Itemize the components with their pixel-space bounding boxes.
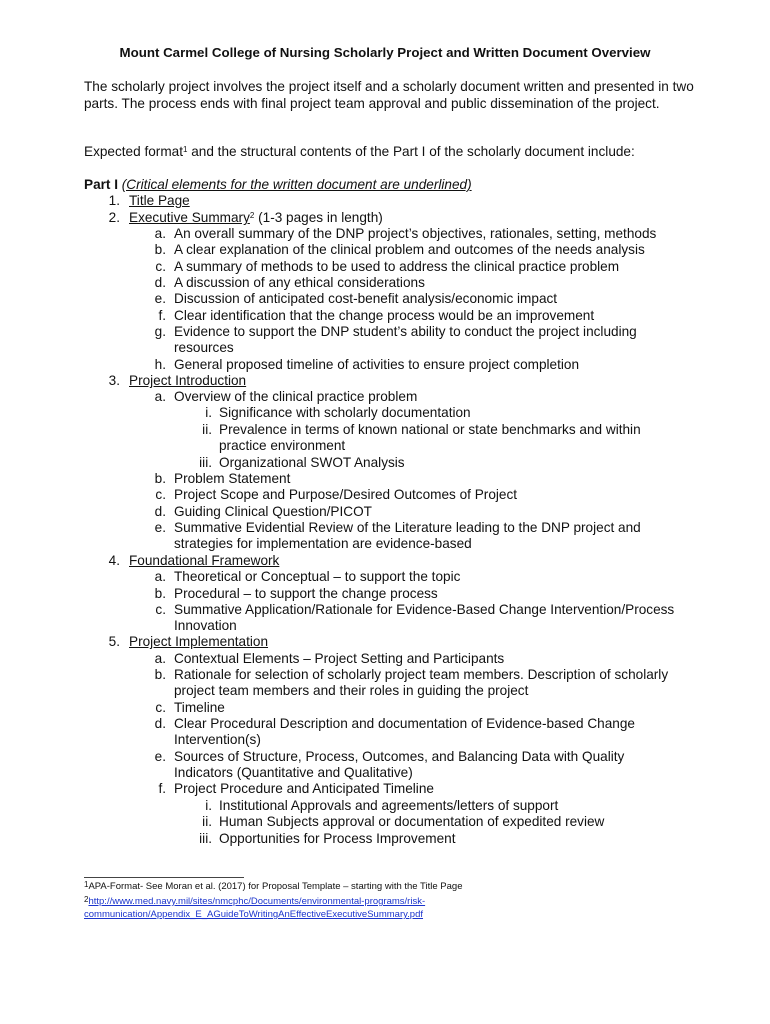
section-number: 4.: [108, 553, 120, 568]
section-title-page: Title Page: [129, 193, 190, 208]
item-letter: g.: [154, 324, 166, 339]
item-letter: e.: [154, 749, 166, 764]
item-roman: ii.: [202, 422, 212, 437]
item-roman: ii.: [202, 814, 212, 829]
list-subitem: Prevalence in terms of known national or state benchmarks and within: [219, 422, 641, 437]
intro-paragraph: The scholarly project involves the project itself and a scholarly document written and presented in two parts. The process ends with final project team approval and public dissemination of the project.: [84, 79, 694, 111]
list-item: Sources of Structure, Process, Outcomes, and Balancing Data with Quality: [174, 749, 625, 764]
list-item: Clear identification that the change process would be an improvement: [174, 308, 595, 323]
item-letter: b.: [154, 667, 166, 682]
list-item-continued: Innovation: [174, 618, 237, 633]
part-heading: Part I (Critical elements for the written document are underlined): [84, 177, 472, 192]
item-letter: c.: [155, 602, 166, 617]
list-item-continued: Intervention(s): [174, 732, 261, 747]
item-roman: i.: [205, 405, 212, 420]
section-project-introduction: Project Introduction: [129, 373, 247, 388]
section-number: 5.: [108, 634, 120, 649]
list-item: Summative Application/Rationale for Evidence-Based Change Intervention/Process: [174, 602, 675, 617]
item-letter: a.: [154, 651, 166, 666]
item-letter: a.: [154, 389, 166, 404]
section-executive-summary: Executive Summary$^2$ (1-3 pages in length): [129, 210, 383, 225]
list-item: Discussion of anticipated cost-benefit analysis/economic impact: [174, 291, 558, 306]
list-item: A clear explanation of the clinical problem and outcomes of the needs analysis: [174, 242, 645, 257]
item-letter: e.: [154, 520, 166, 535]
document-title: Mount Carmel College of Nursing Scholarly Project and Written Document Overview: [119, 45, 651, 60]
section-number: 1.: [108, 193, 120, 208]
list-subitem: Significance with scholarly documentation: [219, 405, 471, 420]
list-item: Summative Evidential Review of the Literature leading to the DNP project and: [174, 520, 641, 535]
item-letter: c.: [155, 259, 166, 274]
footnote-ref-1[interactable]: 1: [182, 145, 188, 154]
footnote-2-link[interactable]: http://www.med.navy.mil/sites/nmcphc/Documents/environmental-programs/risk-: [88, 896, 426, 907]
list-item: Guiding Clinical Question/PICOT: [174, 504, 372, 519]
item-letter: b.: [154, 586, 166, 601]
list-item: Project Scope and Purpose/Desired Outcomes of Project: [174, 487, 518, 502]
list-item: A summary of methods to be used to address the clinical practice problem: [174, 259, 620, 274]
list-subitem-continued: practice environment: [219, 438, 346, 453]
footnote-2: $^2$http://www.med.navy.mil/sites/nmcphc/Documents/environmental-programs/risk-: [84, 895, 426, 907]
item-letter: e.: [154, 291, 166, 306]
footnote-2-link-continued[interactable]: communication/Appendix_E_AGuideToWritingAnEffectiveExecutiveSummary.pdf: [84, 909, 424, 920]
item-letter: d.: [154, 716, 166, 731]
list-item: Problem Statement: [174, 471, 291, 486]
item-letter: d.: [154, 275, 166, 290]
item-letter: b.: [154, 242, 166, 257]
list-subitem: Opportunities for Process Improvement: [219, 831, 456, 846]
item-letter: h.: [154, 357, 166, 372]
section-foundational-framework: Foundational Framework: [129, 553, 280, 568]
item-roman: iii.: [199, 831, 212, 846]
list-subitem: Organizational SWOT Analysis: [219, 455, 405, 470]
list-item-continued: strategies for implementation are evidence-based: [174, 536, 472, 551]
list-item: Project Procedure and Anticipated Timeline: [174, 781, 434, 796]
item-letter: c.: [155, 487, 166, 502]
list-item: General proposed timeline of activities to ensure project completion: [174, 357, 580, 372]
footnote-1: $^1$APA-Format- See Moran et al. (2017) for Proposal Template – starting with the Title Page: [84, 880, 463, 892]
section-number: 2.: [108, 210, 120, 225]
list-item: Overview of the clinical practice problem: [174, 389, 418, 404]
list-item-continued: project team members and their roles in guiding the project: [174, 683, 529, 698]
list-item-continued: Indicators (Quantitative and Qualitative): [174, 765, 413, 780]
item-letter: b.: [154, 471, 166, 486]
item-letter: a.: [154, 569, 166, 584]
list-item: Theoretical or Conceptual – to support the topic: [174, 569, 461, 584]
list-item: Evidence to support the DNP student’s ability to conduct the project including: [174, 324, 637, 339]
list-item: Rationale for selection of scholarly project team members. Description of scholarly: [174, 667, 669, 682]
list-item: Timeline: [174, 700, 225, 715]
footnote-ref-2[interactable]: 2: [249, 211, 255, 220]
list-item: A discussion of any ethical considerations: [174, 275, 425, 290]
list-item: Clear Procedural Description and documentation of Evidence-based Change: [174, 716, 635, 731]
expected-format-line: Expected format$^1$ and the structural contents of the Part I of the scholarly document include:: [84, 144, 635, 159]
list-item: Contextual Elements – Project Setting and Participants: [174, 651, 505, 666]
item-letter: a.: [154, 226, 166, 241]
footnote-divider: [84, 877, 244, 878]
list-item: Procedural – to support the change process: [174, 586, 438, 601]
list-item-continued: resources: [174, 340, 234, 355]
item-letter: c.: [155, 700, 166, 715]
list-subitem: Institutional Approvals and agreements/letters of support: [219, 798, 559, 813]
list-subitem: Human Subjects approval or documentation of expedited review: [219, 814, 605, 829]
item-letter: d.: [154, 504, 166, 519]
footnote-2-continued: [84, 909, 423, 922]
item-letter: f.: [158, 781, 166, 796]
list-item: An overall summary of the DNP project’s objectives, rationales, setting, methods: [174, 226, 657, 241]
item-roman: iii.: [199, 455, 212, 470]
item-roman: i.: [205, 798, 212, 813]
section-project-implementation: Project Implementation: [129, 634, 269, 649]
section-number: 3.: [108, 373, 120, 388]
item-letter: f.: [158, 308, 166, 323]
